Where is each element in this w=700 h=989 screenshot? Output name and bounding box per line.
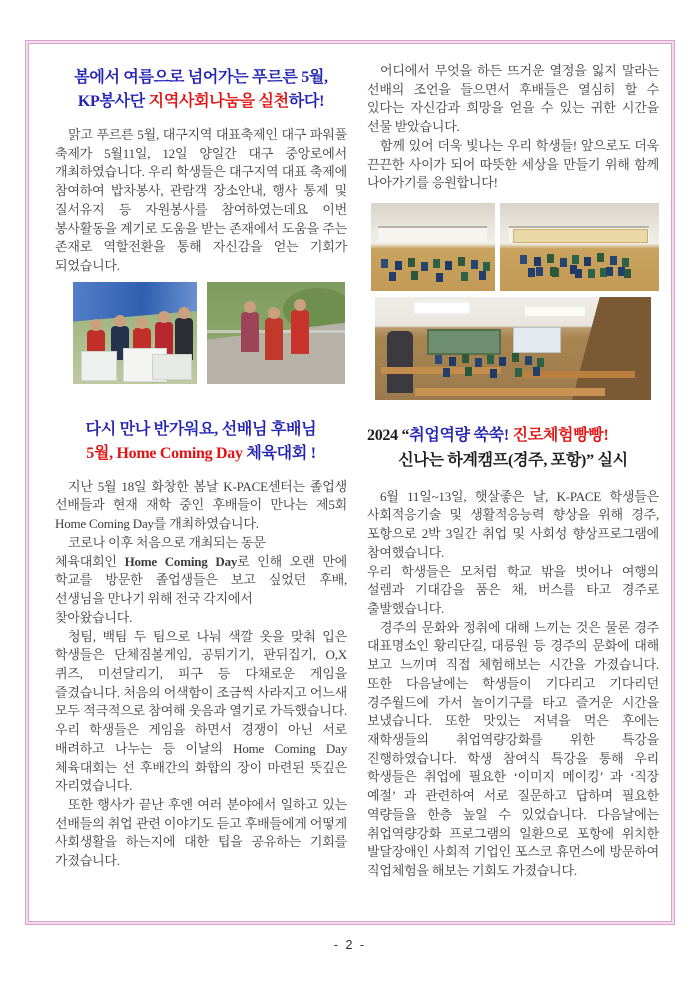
body-paragraph: 함께 있어 더욱 빛나는 우리 학생들! 앞으로도 더욱 끈끈한 사이가 되어 따뜻한 세상을 만들기 위해 함께 나아가기를 응원합니다! xyxy=(367,137,659,191)
photo-gym-assembly xyxy=(371,203,495,291)
left-column xyxy=(55,62,347,911)
right-column xyxy=(367,62,659,911)
body-paragraph: 어디에서 무엇을 하든 뜨거운 열정을 잃지 말라는 선배의 조언을 들으면서 후배들은 열심히 할 수 있다는 자신감과 희망을 얻을 수 있는 귀한 시간을 선물 받았습니다. xyxy=(367,63,659,135)
page-number: - 2 - xyxy=(333,938,367,952)
volunteer-photo-row xyxy=(73,282,347,384)
page-frame xyxy=(25,40,675,925)
body-paragraph: 청팀, 백팀 두 팀으로 나눠 색깔 옷을 맞춰 입은 학생들은 단체짐볼게임, 공튀기기, 판뒤집기, O,X 퀴즈, 미션달리기, 피구 등 다채로운 게임을 즐겼습니다. 처음의 어색함이 조금씩 사라지고 어느새 모두 적극적으로 참여해 웃음과 열기로 가득했습니다. 우리 학생들은 게임을 하면서 경쟁이 아닌 서로 배려하고 나누는 등 이날의 Home Coming Day 체육대회는 선 후배간의 화합의 장이 마련된 뜻깊은 자리였습니다. xyxy=(55,628,347,794)
page-content xyxy=(28,43,672,922)
photo-lecture-room xyxy=(375,297,651,400)
photo-volunteer-tent xyxy=(73,282,197,384)
photo-gym-group xyxy=(500,203,659,291)
body-paragraph: 6월 11일~13일, 햇살좋은 날, K-PACE 학생들은 사회적응기술 및 생활적응능력 향상을 위해 경주, 포항으로 2박 3일간 취업 및 사회성 향상프로그램에 참여했습니다. xyxy=(367,488,659,560)
gym-photo-row xyxy=(371,203,659,291)
article-title-summer-camp: 2024 “취업역량 쑥쑥! 진로체험빵빵! 신나는 하계캠프(경주, 포항)” 실시 xyxy=(367,427,628,469)
title-line1: 봄에서 여름으로 넘어가는 푸르른 5월, xyxy=(74,69,328,86)
body-paragraph: 맑고 푸르른 5월, 대구지역 대표축제인 대구 파워풀 축제가 5월11일, 12일 양일간 대구 중앙로에서 개최하였습니다. 우리 학생들은 대구지역 대표 축제에 참여하여 밥차봉사, 관람객 장소안내, 행사 통제 및 질서유지 등 자원봉사를 참여하였는데요 이번 봉사활동을 계기로 도움을 받는 존재에서 도움을 주는 존재로 역할전환을 통해 자신감을 얻는 기회가 되었습니다. xyxy=(55,127,347,274)
body-paragraph: 경주의 문화와 정취에 대해 느끼는 것은 물론 경주 대표명소인 황리단길, 대릉원 등 경주의 문화에 대해 보고 느끼며 직접 체험해보는 시간을 가졌습니다. 또한 다음날에는 학생들이 기다리고 기다리던 경주월드에 가서 놀이기구를 타고 즐거운 시간을 보냈습니다. 또한 맛있는 저녁을 먹은 후에는 재학생들의 취업역량강화를 위한 특강을 진행하였습니다. 학생 참여식 특강을 통해 우리 학생들은 취업에 필요한 ‘이미지 메이킹’ 과 ‘직장 예절’ 과 관련하여 서로 질문하고 답하며 필요한 역량들을 한층 높일 수 있었습니다. 다음날에는 취업역량강화 프로그램의 일환으로 포항에 위치한 발달장애인 사회적 기업인 포스코 휴먼스에 방문하여 직업체험을 해보는 기회도 가졌습니다. xyxy=(367,619,659,878)
body-paragraph: 또한 행사가 끝난 후엔 여러 분야에서 일하고 있는 선배들의 취업 관련 이야기도 듣고 후배들에게 어떻게 사회생활을 하는지에 대한 팁을 공유하는 기회를 가졌습니다. xyxy=(55,796,347,869)
bold-home-coming-day: Home Coming Day xyxy=(124,553,238,569)
article-title-volunteering: 봄에서 여름으로 넘어가는 푸르른 5월, KP봉사단 지역사회나눔을 실천하다! xyxy=(74,69,328,110)
body-paragraph: 지난 5월 18일 화창한 봄날 K-PACE센터는 졸업생 선배들과 현재 재학 중인 후배들이 만나는 제5회 Home Coming Day를 개최하였습니다. xyxy=(55,478,347,532)
gym-banner-shape xyxy=(513,229,649,243)
body-paragraph: 우리 학생들은 모처럼 학교 밖을 벗어나 여행의 설렘과 기대감을 품은 채, 버스를 타고 경주로 출발했습니다. xyxy=(367,563,659,616)
article-title-homecoming: 다시 만나 반가워요, 선배님 후배님 5월, Home Coming Day 체육대회 ! xyxy=(85,420,317,462)
body-paragraph: 코로나 이후 처음으로 개최되는 동문 체육대회인 Home Coming Day로 인해 오랜 만에 학교를 방문한 졸업생들은 보고 싶었던 후배, 선생님을 만나기 위해 전국 각지에서 찾아왔습니다. xyxy=(55,534,347,625)
photo-volunteer-path xyxy=(207,282,345,384)
